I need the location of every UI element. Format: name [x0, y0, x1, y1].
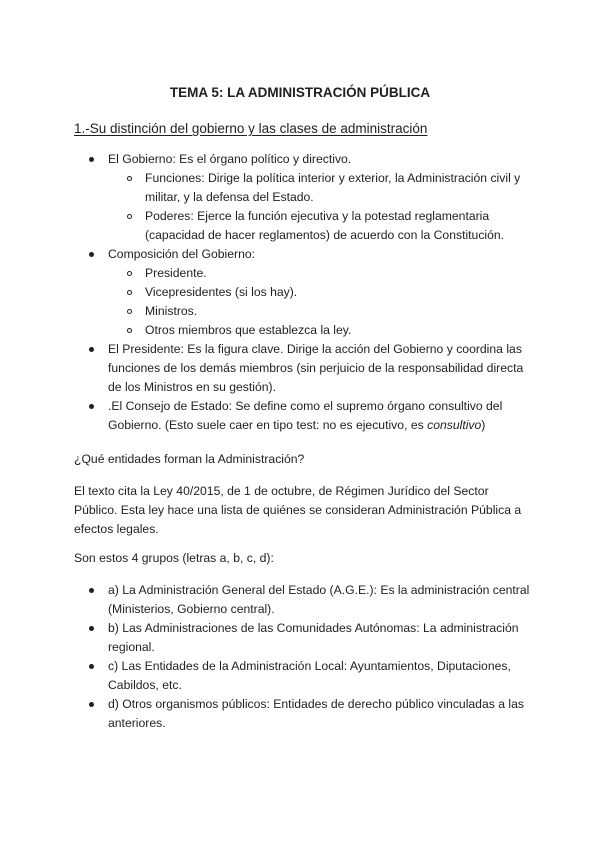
bullet-icon	[89, 626, 94, 631]
bullet-icon	[89, 664, 94, 669]
list-item-cont: (Ministerios, Gobierno central).	[108, 602, 275, 616]
sub-list-item: Poderes: Ejerce la función ejecutiva y la potestad reglamentaria	[0, 207, 600, 226]
list-item-cont: funciones de los demás miembros (sin perjuicio de la responsabilidad directa	[108, 361, 524, 375]
sub-list-item: Vicepresidentes (si los hay).	[0, 283, 600, 302]
page-title: TEMA 5: LA ADMINISTRACIÓN PÚBLICA	[169, 85, 431, 100]
list-item-cont: anteriores.	[108, 716, 166, 730]
circle-bullet-icon	[127, 328, 132, 333]
circle-bullet-icon	[127, 214, 132, 219]
circle-bullet-icon	[127, 309, 132, 314]
list-item-cont: Gobierno. (Esto suele caer en tipo test: no es ejecutivo, es consultivo)	[108, 418, 486, 432]
outline-list	[0, 150, 600, 435]
circle-bullet-icon	[127, 176, 132, 181]
intro-paragraph: El texto cita la Ley 40/2015, de 1 de octubre, de Régimen Jurídico del Sector Público. Esta ley hace una lista de quiénes se consideran Administración Pública a efectos legales.	[74, 484, 522, 536]
list-item-cont: de los Ministros en su gestión).	[108, 380, 276, 394]
sub-list-item: Otros miembros que establezca la ley.	[0, 321, 600, 340]
sub-list-item: Presidente.	[0, 264, 600, 283]
list-item: El Gobierno: Es el órgano político y directivo.	[0, 150, 600, 169]
list-item: a) La Administración General del Estado (A.G.E.): Es la administración central	[0, 581, 600, 600]
sub-list-item: Funciones: Dirige la política interior y exterior, la Administración civil y	[0, 169, 600, 188]
bullet-icon	[89, 702, 94, 707]
list-item: c) Las Entidades de la Administración Local: Ayuntamientos, Diputaciones,	[0, 657, 600, 676]
bullet-icon	[89, 347, 94, 352]
section-heading: 1.-Su distinción del gobierno y las clases de administración	[74, 121, 428, 136]
list-item: Composición del Gobierno:	[0, 245, 600, 264]
sub-list-item-cont: militar, y la defensa del Estado.	[145, 190, 314, 204]
list-item: El Presidente: Es la figura clave. Dirige la acción del Gobierno y coordina las	[0, 340, 600, 359]
list-item-cont: regional.	[108, 640, 155, 654]
sub-list-item-cont: (capacidad de hacer reglamentos) de acuerdo con la Constitución.	[145, 228, 505, 242]
question-text: ¿Qué entidades forman la Administración?	[74, 452, 305, 466]
groups-list	[0, 581, 600, 733]
circle-bullet-icon	[127, 290, 132, 295]
sub-list-item: Ministros.	[0, 302, 600, 321]
bullet-icon	[89, 404, 94, 409]
circle-bullet-icon	[127, 271, 132, 276]
bullet-icon	[89, 157, 94, 162]
list-item: d) Otros organismos públicos: Entidades de derecho público vinculadas a las	[0, 695, 600, 714]
list-item: .El Consejo de Estado: Se define como el supremo órgano consultivo del	[0, 397, 600, 416]
list-item: b) Las Administraciones de las Comunidades Autónomas: La administración	[0, 619, 600, 638]
bullet-icon	[89, 252, 94, 257]
groups-intro: Son estos 4 grupos (letras a, b, c, d):	[74, 551, 274, 565]
list-item-cont: Cabildos, etc.	[108, 678, 182, 692]
bullet-icon	[89, 588, 94, 593]
